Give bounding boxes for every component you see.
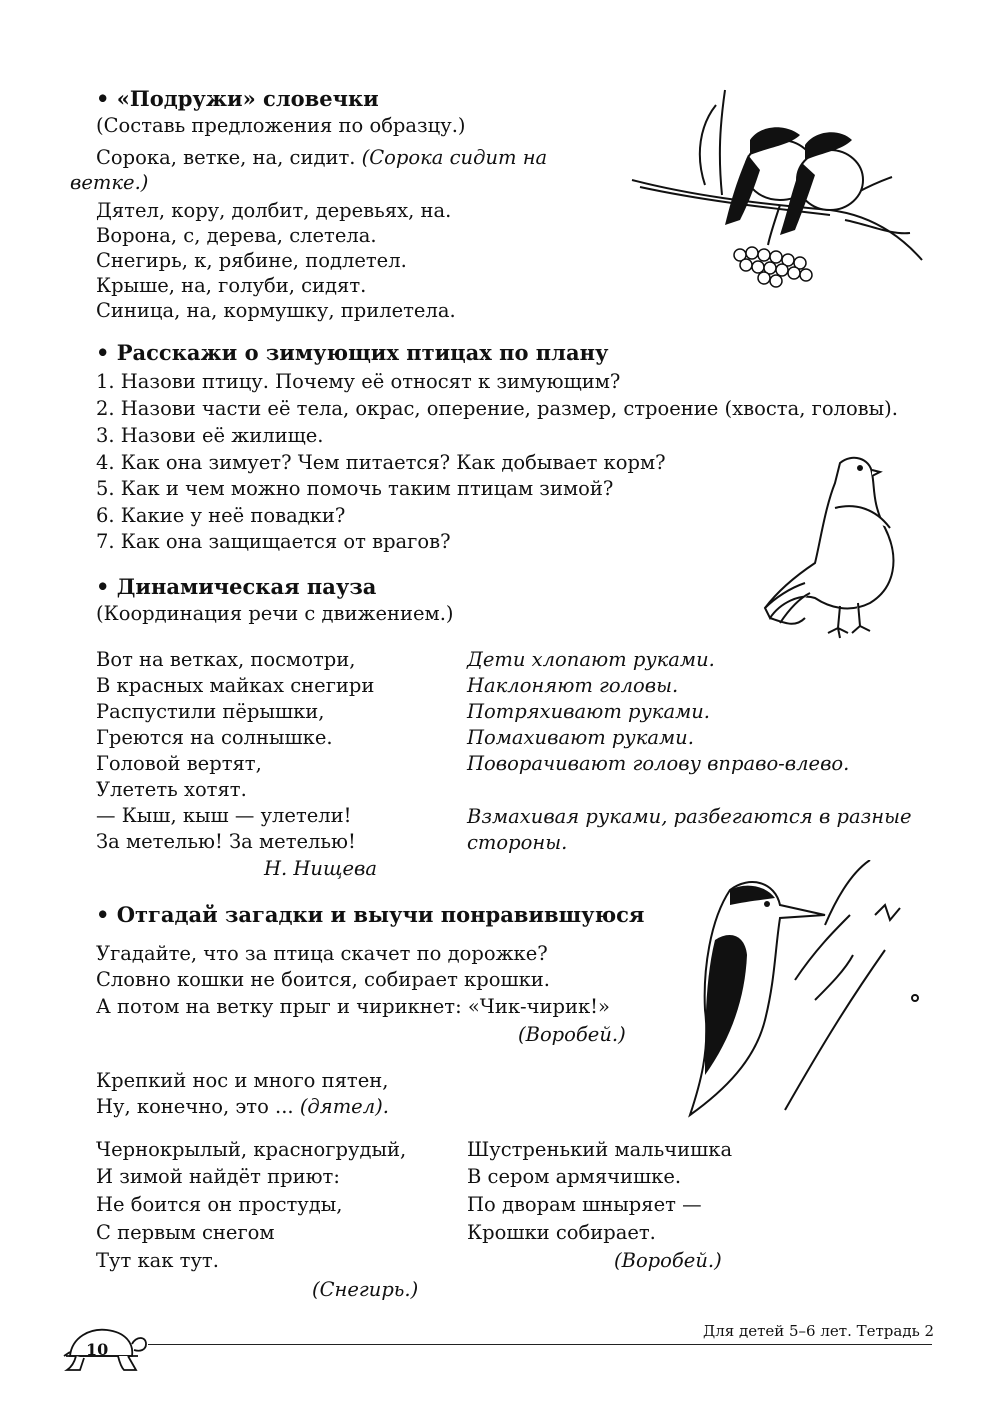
riddle-line: Тут как тут. — [96, 1249, 219, 1272]
list-item: Крыше, на, голуби, сидят. — [96, 274, 367, 297]
riddle-line: Угадайте, что за птица скачет по дорожке? — [96, 942, 548, 965]
riddle-line: Чернокрылый, красногрудый, — [96, 1138, 407, 1161]
poem-line: Греются на солнышке. — [96, 726, 333, 749]
riddle-line: Крепкий нос и много пятен, — [96, 1069, 389, 1092]
riddle-line: Шустренький мальчишка — [467, 1138, 733, 1161]
poem-line: В красных майках снегири — [96, 674, 375, 697]
riddle-answer: (Воробей.) — [614, 1249, 722, 1272]
heading-plan: • Расскажи о зимующих птицах по плану — [96, 340, 609, 365]
woodpecker-illustration — [675, 860, 930, 1125]
list-item: 3. Назови её жилище. — [96, 424, 324, 447]
instruction-friends: (Составь предложения по образцу.) — [96, 114, 466, 137]
riddle-line: И зимой найдёт приют: — [96, 1165, 340, 1188]
riddle-line: В сером армячишке. — [467, 1165, 682, 1188]
heading-pause: • Динамическая пауза — [96, 574, 377, 599]
list-item: Синица, на, кормушку, прилетела. — [96, 299, 456, 322]
list-item: Ворона, с, дерева, слетела. — [96, 224, 377, 247]
example-answer-a: (Сорока сидит на — [361, 146, 548, 169]
rowan-berries — [734, 247, 812, 287]
action-line: Помахивают руками. — [467, 726, 694, 749]
heading-friends: • «Подружи» словечки — [96, 86, 379, 111]
example-answer-b: ветке.) — [70, 171, 149, 194]
poem-author: Н. Нищева — [264, 857, 378, 880]
riddle-answer: (Снегирь.) — [312, 1278, 419, 1301]
list-item: 7. Как она защищается от врагов? — [96, 530, 451, 553]
footer-divider — [148, 1344, 932, 1345]
action-line: Наклоняют головы. — [467, 674, 679, 697]
example-line — [96, 145, 547, 171]
bullfinches-illustration — [630, 85, 930, 300]
list-item: 5. Как и чем можно помочь таким птицам зимой? — [96, 477, 614, 500]
footer-caption: Для детей 5–6 лет. Тетрадь 2 — [703, 1322, 935, 1340]
action-line: Взмахивая руками, разбегаются в разные — [467, 805, 912, 828]
list-item: Снегирь, к, рябине, подлетел. — [96, 249, 407, 272]
riddle-line: Не боится он простуды, — [96, 1193, 343, 1216]
riddle-answer: (Воробей.) — [518, 1023, 626, 1046]
riddle-line: По дворам шныряет — — [467, 1193, 702, 1216]
poem-line: Улететь хотят. — [96, 778, 247, 801]
action-line: Дети хлопают руками. — [467, 648, 715, 671]
action-line: Потряхивают руками. — [467, 700, 711, 723]
poem-line: Вот на ветках, посмотри, — [96, 648, 356, 671]
riddle-line — [96, 1094, 389, 1120]
list-item: 2. Назови части её тела, окрас, оперение, размер, строение (хвоста, головы). — [96, 397, 898, 420]
woodpecker — [690, 882, 825, 1115]
riddle-line: С первым снегом — [96, 1221, 275, 1244]
action-line: Поворачивают голову вправо-влево. — [467, 752, 850, 775]
riddle-line: А потом на ветку прыг и чирикнет: «Чик-чирик!» — [96, 995, 610, 1018]
riddle-line: Словно кошки не боится, собирает крошки. — [96, 968, 550, 991]
riddle-line: Крошки собирает. — [467, 1221, 656, 1244]
riddle-text: Ну, конечно, это ... — [96, 1095, 294, 1118]
example-words: Сорока, ветке, на, сидит. — [96, 146, 356, 169]
action-line: стороны. — [467, 831, 568, 854]
poem-line: — Кыш, кыш — улетели! — [96, 804, 352, 827]
list-item: Дятел, кору, долбит, деревьях, на. — [96, 199, 452, 222]
poem-line: За метелью! За метелью! — [96, 830, 356, 853]
heading-riddles: • Отгадай загадки и выучи понравившуюся — [96, 902, 645, 927]
riddle-answer: (дятел). — [299, 1095, 389, 1118]
instruction-pause: (Координация речи с движением.) — [96, 602, 454, 625]
poem-line: Головой вертят, — [96, 752, 262, 775]
pigeon-illustration — [760, 448, 910, 643]
page-number: 10 — [86, 1340, 109, 1359]
list-item: 4. Как она зимует? Чем питается? Как добывает корм? — [96, 451, 666, 474]
poem-line: Распустили пёрышки, — [96, 700, 325, 723]
list-item: 6. Какие у неё повадки? — [96, 504, 346, 527]
list-item: 1. Назови птицу. Почему её относят к зимующим? — [96, 370, 621, 393]
